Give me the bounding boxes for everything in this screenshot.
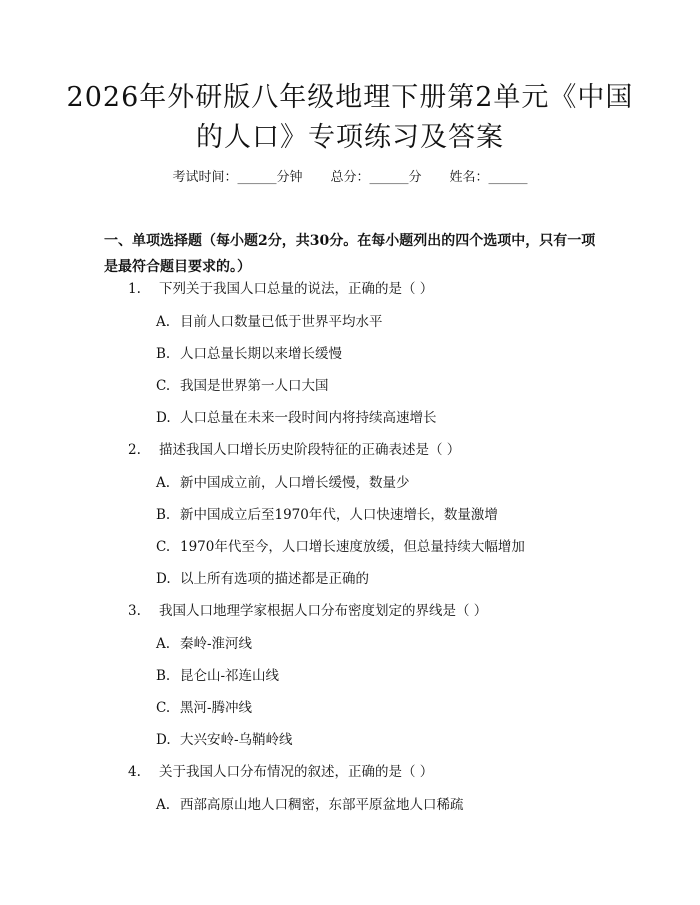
exam-info-line xyxy=(0,169,700,187)
option-letter: A. xyxy=(156,636,171,652)
question-list xyxy=(0,278,700,826)
question-number: 1. xyxy=(128,281,141,297)
name-field: 姓名：______ xyxy=(449,170,528,185)
option-text: 以上所有选项的描述都是正确的 xyxy=(180,571,369,587)
option-text: 秦岭-淮河线 xyxy=(180,636,253,652)
option-text: 西部高原山地人口稠密，东部平原盆地人口稀疏 xyxy=(180,797,464,813)
document-title: 2026年外研版八年级地理下册第2单元《中国的人口》专项练习及答案 xyxy=(66,82,634,153)
option-letter: D. xyxy=(156,410,171,426)
question-4 xyxy=(0,761,700,826)
option-letter: B. xyxy=(156,507,171,523)
option-text: 新中国成立后至1970年代，人口快速增长，数量激增 xyxy=(180,507,498,523)
question-stem xyxy=(0,761,700,794)
option-b xyxy=(0,504,700,536)
question-stem xyxy=(0,439,700,472)
option-a xyxy=(0,633,700,665)
option-text: 1970年代至今，人口增长速度放缓，但总量持续大幅增加 xyxy=(180,539,525,555)
option-b xyxy=(0,665,700,697)
exam-time-field: 考试时间：______分钟 xyxy=(172,170,303,185)
option-text: 我国是世界第一人口大国 xyxy=(180,378,329,394)
question-text: 关于我国人口分布情况的叙述，正确的是（ ） xyxy=(159,764,434,780)
question-text: 我国人口地理学家根据人口分布密度划定的界线是（ ） xyxy=(159,603,488,619)
question-number: 3. xyxy=(128,603,141,619)
option-letter: A. xyxy=(156,475,171,491)
question-number: 4. xyxy=(128,764,141,780)
section-heading: 一、单项选择题（每小题2分，共30分。在每小题列出的四个选项中，只有一项是最符合题目要求的。） xyxy=(104,233,596,275)
option-text: 目前人口数量已低于世界平均水平 xyxy=(180,314,383,330)
option-text: 大兴安岭-乌鞘岭线 xyxy=(180,732,293,748)
option-letter: C. xyxy=(156,700,171,716)
option-a xyxy=(0,794,700,826)
option-letter: C. xyxy=(156,378,171,394)
option-b xyxy=(0,343,700,375)
total-score-field: 总分：______分 xyxy=(330,170,422,185)
option-letter: D. xyxy=(156,732,171,748)
option-letter: A. xyxy=(156,797,171,813)
option-letter: D. xyxy=(156,571,171,587)
option-letter: A. xyxy=(156,314,171,330)
option-text: 新中国成立前，人口增长缓慢，数量少 xyxy=(180,475,410,491)
option-d xyxy=(0,729,700,761)
option-c xyxy=(0,536,700,568)
option-letter: B. xyxy=(156,668,171,684)
question-stem xyxy=(0,600,700,633)
question-text: 描述我国人口增长历史阶段特征的正确表述是（ ） xyxy=(159,442,461,458)
option-a xyxy=(0,472,700,504)
option-text: 人口总量在未来一段时间内将持续高速增长 xyxy=(180,410,437,426)
question-text: 下列关于我国人口总量的说法，正确的是（ ） xyxy=(159,281,434,297)
option-letter: C. xyxy=(156,539,171,555)
question-2 xyxy=(0,439,700,600)
option-a xyxy=(0,311,700,343)
option-text: 人口总量长期以来增长缓慢 xyxy=(180,346,342,362)
option-d xyxy=(0,407,700,439)
option-letter: B. xyxy=(156,346,171,362)
question-3 xyxy=(0,600,700,761)
question-number: 2. xyxy=(128,442,141,458)
question-1 xyxy=(0,278,700,439)
option-c xyxy=(0,375,700,407)
question-stem xyxy=(0,278,700,311)
option-d xyxy=(0,568,700,600)
option-text: 昆仑山-祁连山线 xyxy=(180,668,280,684)
option-text: 黑河-腾冲线 xyxy=(180,700,253,716)
option-c xyxy=(0,697,700,729)
